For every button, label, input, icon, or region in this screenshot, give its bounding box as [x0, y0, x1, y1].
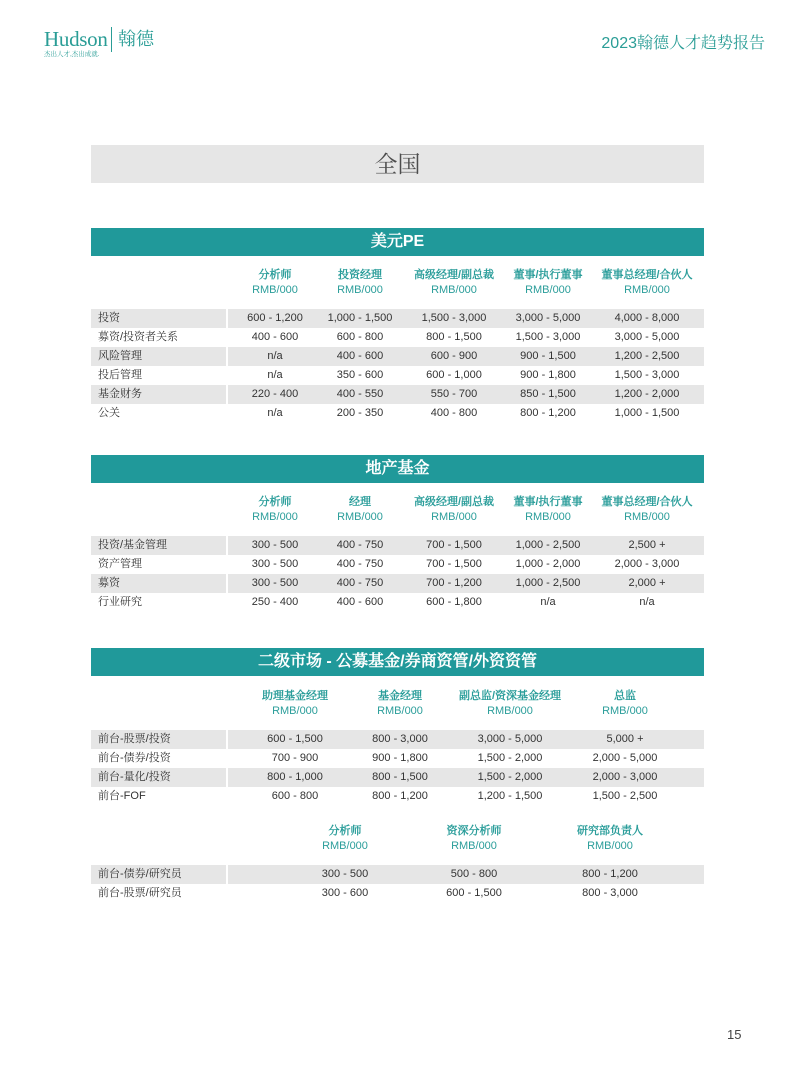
row-label: 前台-FOF: [98, 790, 146, 802]
column-title: 研究部负责人: [577, 825, 643, 837]
row-label: 行业研究: [98, 596, 142, 608]
salary-range: 3,000 - 5,000: [614, 331, 680, 343]
salary-range: 800 - 1,000: [226, 768, 364, 787]
salary-range: 900 - 1,800: [520, 369, 576, 381]
salary-range: 4,000 - 8,000: [584, 309, 704, 328]
column-title: 分析师: [258, 269, 292, 281]
secondary-market-fund-manager-table: [91, 689, 704, 806]
logo-divider: [111, 27, 112, 52]
salary-range: 400 - 600: [251, 331, 299, 343]
column-unit: RMB/000: [624, 511, 670, 523]
salary-range: n/a: [226, 347, 324, 366]
row-label: 募资/投资者关系: [98, 331, 179, 343]
secondary-market-research-table: [91, 824, 704, 903]
page-number: 15: [727, 1027, 742, 1042]
salary-range: 1,200 - 2,000: [584, 385, 704, 404]
salary-range: 300 - 600: [321, 887, 369, 899]
salary-range: 600 - 1,000: [426, 369, 482, 381]
row-label: 前台-股票/研究员: [98, 887, 182, 899]
salary-range: 1,200 - 2,500: [584, 347, 704, 366]
table-row: [91, 865, 704, 884]
column-header: [410, 824, 538, 865]
column-title: 分析师: [328, 825, 362, 837]
salary-range: 550 - 700: [396, 385, 512, 404]
row-label-header: [91, 495, 226, 536]
table-row: [91, 366, 704, 385]
real-estate-fund-table: [91, 495, 704, 612]
column-title: 经理: [349, 496, 371, 508]
row-label: 公关: [98, 407, 120, 419]
column-unit: RMB/000: [252, 511, 298, 523]
logo-brand-cn: 翰德: [118, 29, 154, 49]
row-label: 前台-债券/研究员: [91, 865, 226, 884]
salary-range: 5,000 +: [584, 730, 704, 749]
row-label-header: [91, 268, 226, 309]
table-row: [91, 309, 704, 328]
column-unit: RMB/000: [322, 840, 368, 852]
column-unit: RMB/000: [337, 284, 383, 296]
hudson-logo: [44, 26, 174, 62]
column-unit: RMB/000: [525, 284, 571, 296]
column-unit: RMB/000: [587, 840, 633, 852]
salary-range: 700 - 1,500: [426, 558, 482, 570]
salary-range: 220 - 400: [226, 385, 324, 404]
salary-range: 600 - 1,800: [426, 596, 482, 608]
column-title: 基金经理: [378, 690, 422, 702]
table-row: [91, 768, 704, 787]
salary-range: 2,000 +: [584, 574, 704, 593]
table-row: [91, 574, 704, 593]
salary-range: 500 - 800: [410, 865, 538, 884]
column-header: [512, 268, 584, 309]
salary-range: 800 - 3,000: [364, 730, 436, 749]
column-title: 高级经理/副总裁: [413, 269, 495, 281]
column-header: [226, 495, 324, 536]
salary-range: 400 - 550: [324, 385, 396, 404]
row-label: 资产管理: [98, 558, 142, 570]
row-label: 前台-债券/投资: [98, 752, 171, 764]
column-header-row: [91, 824, 704, 865]
column-header: [584, 268, 704, 309]
salary-range: 2,000 - 5,000: [592, 752, 658, 764]
salary-range: 600 - 800: [336, 331, 384, 343]
column-unit: RMB/000: [624, 284, 670, 296]
column-unit: RMB/000: [602, 705, 648, 717]
salary-range: n/a: [639, 596, 655, 608]
logo-brand-en: Hudson: [44, 27, 108, 51]
table-row: [91, 536, 704, 555]
salary-range: 300 - 500: [226, 574, 324, 593]
column-title: 资深分析师: [446, 825, 502, 837]
salary-range: 400 - 750: [324, 574, 396, 593]
column-unit: RMB/000: [451, 840, 497, 852]
salary-range: 1,200 - 1,500: [477, 790, 543, 802]
section-bar-secondary-market: 二级市场 - 公募基金/券商资管/外资资管: [91, 648, 704, 676]
salary-range: 800 - 1,500: [426, 331, 482, 343]
salary-range: 300 - 500: [251, 558, 299, 570]
column-title: 董事总经理/合伙人: [601, 496, 693, 508]
salary-range: 400 - 600: [336, 596, 384, 608]
salary-range: 800 - 1,200: [520, 407, 576, 419]
salary-range: n/a: [267, 407, 283, 419]
salary-range: 1,000 - 2,000: [515, 558, 581, 570]
column-header: [584, 689, 704, 730]
salary-range: 1,000 - 2,500: [512, 536, 584, 555]
salary-range: n/a: [267, 369, 283, 381]
salary-range: 1,500 - 3,000: [396, 309, 512, 328]
salary-range: 250 - 400: [251, 596, 299, 608]
column-unit: RMB/000: [252, 284, 298, 296]
column-unit: RMB/000: [431, 511, 477, 523]
salary-range: 700 - 900: [271, 752, 319, 764]
row-label: 投资: [91, 309, 226, 328]
salary-range: n/a: [540, 596, 556, 608]
salary-range: 1,500 - 3,000: [614, 369, 680, 381]
column-header: [538, 824, 704, 865]
column-title: 分析师: [258, 496, 292, 508]
salary-range: 700 - 1,500: [396, 536, 512, 555]
salary-range: 1,500 - 2,000: [436, 768, 584, 787]
row-label: 前台-股票/投资: [91, 730, 226, 749]
column-unit: RMB/000: [377, 705, 423, 717]
row-label: 投后管理: [98, 369, 142, 381]
logo-tagline: 杰出人才,杰出成就.: [44, 51, 100, 58]
column-header: [396, 268, 512, 309]
table-row: [91, 404, 704, 423]
salary-range: 600 - 800: [271, 790, 319, 802]
column-header: [324, 268, 396, 309]
column-unit: RMB/000: [337, 511, 383, 523]
section-bar-real-estate-fund: 地产基金: [91, 455, 704, 483]
salary-range: 1,500 - 2,000: [477, 752, 543, 764]
table-row: [91, 593, 704, 612]
salary-range: 2,500 +: [584, 536, 704, 555]
table-row: [91, 787, 704, 806]
column-header-row: [91, 495, 704, 536]
column-header: [226, 689, 364, 730]
salary-range: 2,000 - 3,000: [584, 768, 704, 787]
column-unit: RMB/000: [431, 284, 477, 296]
column-header: [364, 689, 436, 730]
column-title: 副总监/资深基金经理: [458, 690, 562, 702]
column-title: 投资经理: [338, 269, 382, 281]
section-bar-usd-pe: 美元PE: [91, 228, 704, 256]
salary-range: 600 - 900: [396, 347, 512, 366]
column-title: 高级经理/副总裁: [413, 496, 495, 508]
table-row: [91, 730, 704, 749]
salary-range: 400 - 600: [324, 347, 396, 366]
salary-range: 300 - 500: [226, 536, 324, 555]
salary-range: 3,000 - 5,000: [436, 730, 584, 749]
usd-pe-table: [91, 268, 704, 423]
column-header: [324, 495, 396, 536]
salary-range: 1,500 - 2,500: [592, 790, 658, 802]
row-label-header: [91, 824, 226, 865]
table-row: [91, 385, 704, 404]
salary-range: 400 - 750: [336, 558, 384, 570]
salary-range: 800 - 1,500: [364, 768, 436, 787]
salary-range: 3,000 - 5,000: [512, 309, 584, 328]
column-unit: RMB/000: [487, 705, 533, 717]
column-header: [436, 689, 584, 730]
column-header: [396, 495, 512, 536]
column-unit: RMB/000: [272, 705, 318, 717]
row-label: 基金财务: [91, 385, 226, 404]
column-title: 董事总经理/合伙人: [601, 269, 693, 281]
column-header-row: [91, 689, 704, 730]
column-title: 助理基金经理: [262, 690, 328, 702]
salary-range: 2,000 - 3,000: [614, 558, 680, 570]
salary-range: 800 - 1,200: [538, 865, 704, 884]
column-unit: RMB/000: [525, 511, 571, 523]
salary-range: 350 - 600: [336, 369, 384, 381]
table-row: [91, 884, 704, 903]
salary-range: 400 - 750: [324, 536, 396, 555]
salary-range: 200 - 350: [336, 407, 384, 419]
column-title: 董事/执行董事: [513, 269, 583, 281]
row-label: 风险管理: [91, 347, 226, 366]
region-title: 全国: [91, 145, 704, 183]
salary-range: 850 - 1,500: [512, 385, 584, 404]
salary-range: 800 - 1,200: [372, 790, 428, 802]
column-title: 董事/执行董事: [513, 496, 583, 508]
salary-range: 1,000 - 2,500: [512, 574, 584, 593]
salary-range: 700 - 1,200: [396, 574, 512, 593]
report-title: 2023翰德人才趋势报告: [601, 35, 765, 52]
salary-range: 1,000 - 1,500: [614, 407, 680, 419]
salary-range: 800 - 3,000: [582, 887, 638, 899]
column-header: [512, 495, 584, 536]
table-row: [91, 749, 704, 768]
column-header: [584, 495, 704, 536]
salary-range: 900 - 1,500: [512, 347, 584, 366]
salary-range: 600 - 1,200: [226, 309, 324, 328]
row-label: 募资: [91, 574, 226, 593]
table-row: [91, 328, 704, 347]
table-row: [91, 555, 704, 574]
row-label: 投资/基金管理: [91, 536, 226, 555]
salary-range: 1,500 - 3,000: [515, 331, 581, 343]
salary-range: 600 - 1,500: [446, 887, 502, 899]
column-header-row: [91, 268, 704, 309]
row-label-header: [91, 689, 226, 730]
salary-range: 600 - 1,500: [226, 730, 364, 749]
column-title: 总监: [614, 690, 636, 702]
row-label: 前台-量化/投资: [91, 768, 226, 787]
salary-range: 300 - 500: [226, 865, 410, 884]
salary-range: 900 - 1,800: [372, 752, 428, 764]
salary-range: 1,000 - 1,500: [324, 309, 396, 328]
table-row: [91, 347, 704, 366]
salary-range: 400 - 800: [430, 407, 478, 419]
column-header: [226, 268, 324, 309]
column-header: [226, 824, 410, 865]
